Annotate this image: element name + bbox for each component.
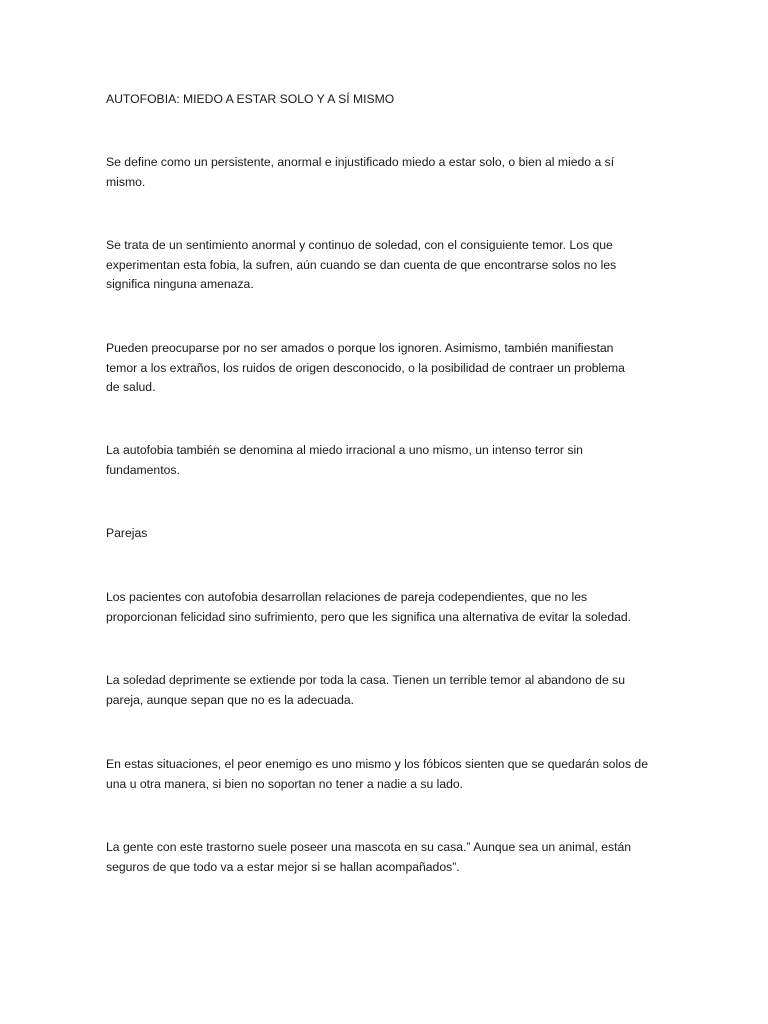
paragraph-worries: Pueden preocuparse por no ser amados o porque los ignoren. Asimismo, también manifiestan temor a los extraños, los ruidos de origen desconocido, o la posibilidad de contraer un problema de salud.: [106, 341, 625, 394]
paragraph-loneliness: La soledad deprimente se extiende por toda la casa. Tienen un terrible temor al abandono de su pareja, aunque sepan que no es la adecuada.: [106, 673, 625, 707]
paragraph-codependent: Los pacientes con autofobia desarrollan relaciones de pareja codependientes, que no les proporcionan felicidad sino sufrimiento, pero que les significa una alternativa de evitar la soledad.: [106, 590, 632, 624]
paragraph-situations: En estas situaciones, el peor enemigo es uno mismo y los fóbicos sienten que se quedarán solos de una u otra manera, si bien no soportan no tener a nadie a su lado.: [106, 757, 648, 791]
paragraph-pet: La gente con este trastorno suele poseer una mascota en su casa.” Aunque sea un animal, están seguros de que todo va a estar mejor si se hallan acompañados”.: [106, 840, 632, 874]
paragraph-definition: Se define como un persistente, anormal e injustificado miedo a estar solo, o bien al miedo a sí mismo.: [106, 155, 615, 189]
paragraph-feeling: Se trata de un sentimiento anormal y continuo de soledad, con el consiguiente temor. Los que experimentan esta fobia, la sufren, aún cuando se dan cuenta de que encontrarse solos no les significa ninguna amenaza.: [106, 238, 617, 291]
section-heading-parejas: Parejas: [106, 526, 148, 540]
document-title: AUTOFOBIA: MIEDO A ESTAR SOLO Y A SÍ MISMO: [106, 92, 395, 106]
paragraph-irrational-fear: La autofobia también se denomina al miedo irracional a uno mismo, un intenso terror sin fundamentos.: [106, 443, 583, 477]
